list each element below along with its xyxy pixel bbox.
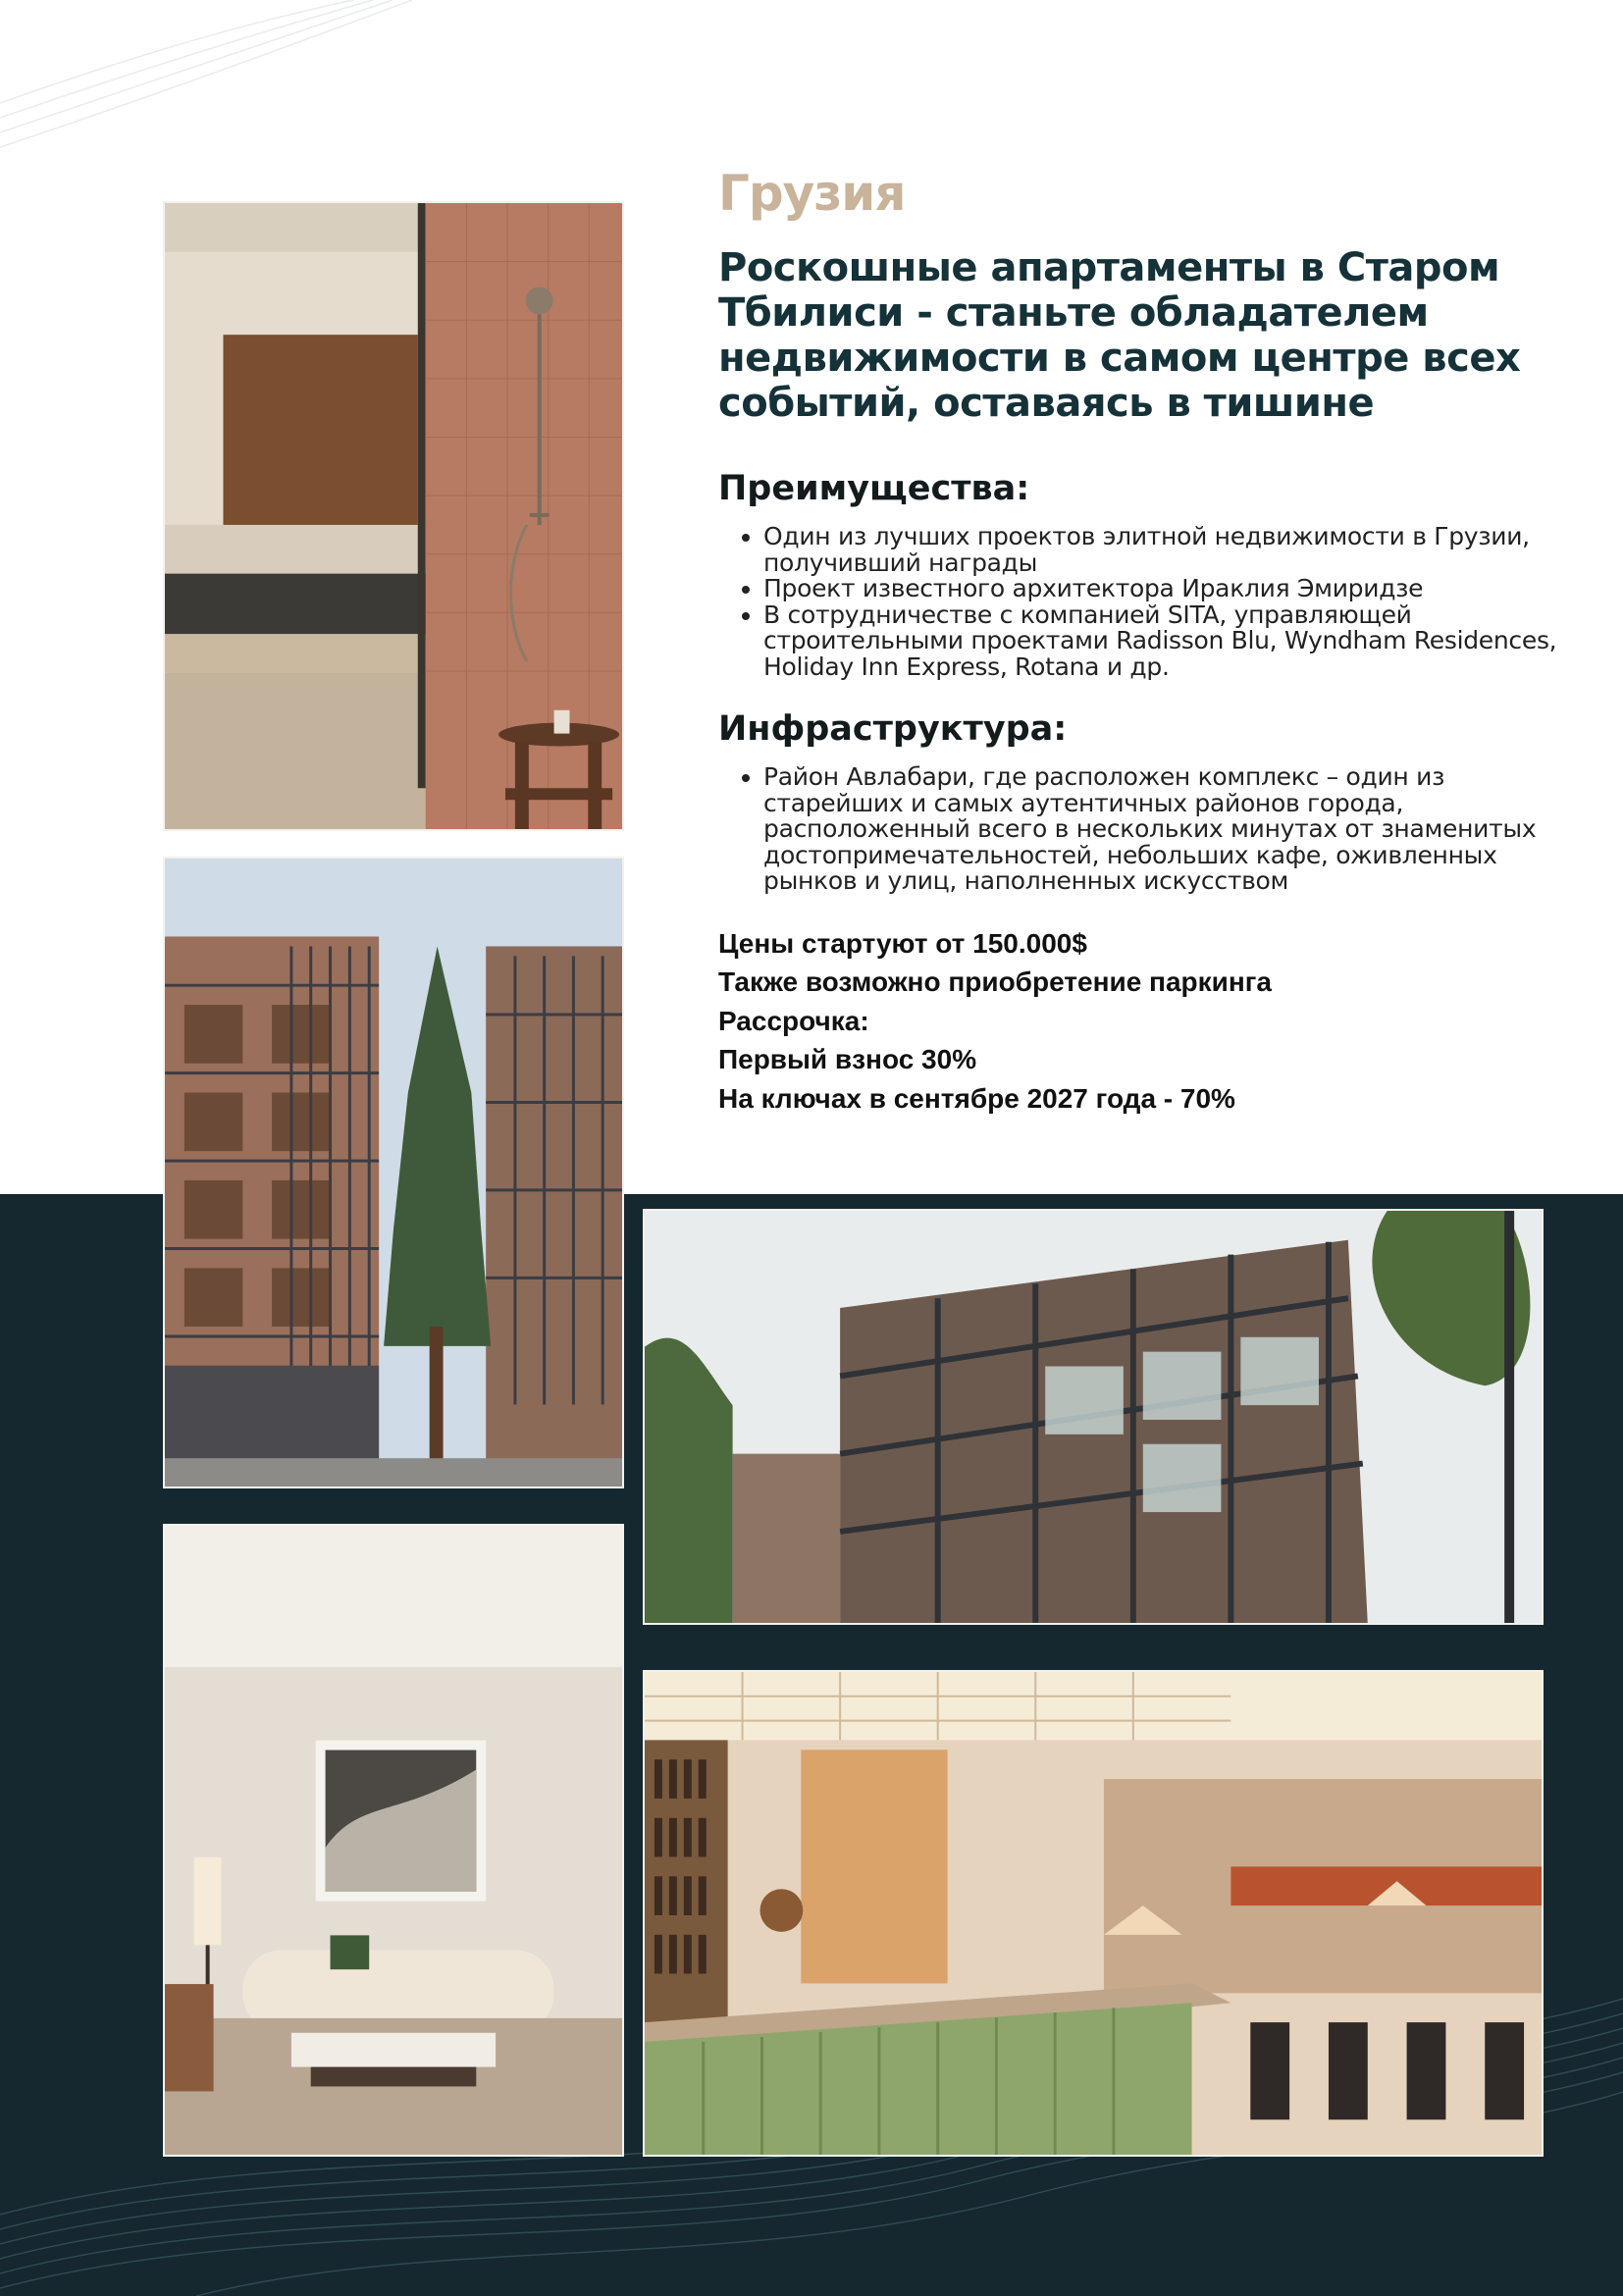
- advantage-item: • Проект известного архитектора Ираклия Эмиридзе: [763, 576, 1582, 602]
- parking-note: Также возможно приобретение паркинга: [718, 966, 1273, 997]
- living-room-photo: [163, 1524, 624, 2157]
- bathroom-photo: [163, 201, 624, 831]
- installment-label: Рассрочка:: [718, 1005, 869, 1036]
- text-column: [718, 165, 1582, 1118]
- start-price: Цены стартуют от 150.000$: [718, 927, 1087, 959]
- modern-building-photo: [643, 1209, 1544, 1625]
- decorative-lines-top: [0, 0, 412, 157]
- advantages-list: [718, 524, 1582, 680]
- headline: Роскошные апартаменты в Старом Тбилиси - станьте обладателем недвижимости в самом центре всех событий, оставаясь в тишине: [718, 245, 1521, 426]
- advantages-title: Преимущества:: [718, 469, 1030, 508]
- cafe-bar-photo: [643, 1670, 1544, 2157]
- on-keys-payment: На ключах в сентябре 2027 года - 70%: [718, 1082, 1235, 1114]
- country-title: Грузия: [718, 165, 906, 222]
- building-exterior-photo: [163, 857, 624, 1488]
- infrastructure-item: • Район Авлабари, где расположен комплекс – один из старейших и самых аутентичных районов города, расположенный всего в нескольких минутах от знаменитых достопримечательностей, небольших кафе, оживленных рынков и улиц, наполненных искусством: [763, 764, 1582, 895]
- infrastructure-list: [718, 764, 1582, 895]
- advantage-item: • Один из лучших проектов элитной недвижимости в Грузии, получивший награды: [763, 524, 1582, 576]
- infrastructure-title: Инфраструктура:: [718, 709, 1068, 749]
- pricing-block: [718, 924, 1582, 1119]
- first-payment: Первый взнос 30%: [718, 1044, 977, 1074]
- advantage-item: • В сотрудничестве с компанией SITA, управляющей строительными проектами Radisson Blu, Wyndham Residences, Holiday Inn Express, Rotana и др.: [763, 602, 1582, 681]
